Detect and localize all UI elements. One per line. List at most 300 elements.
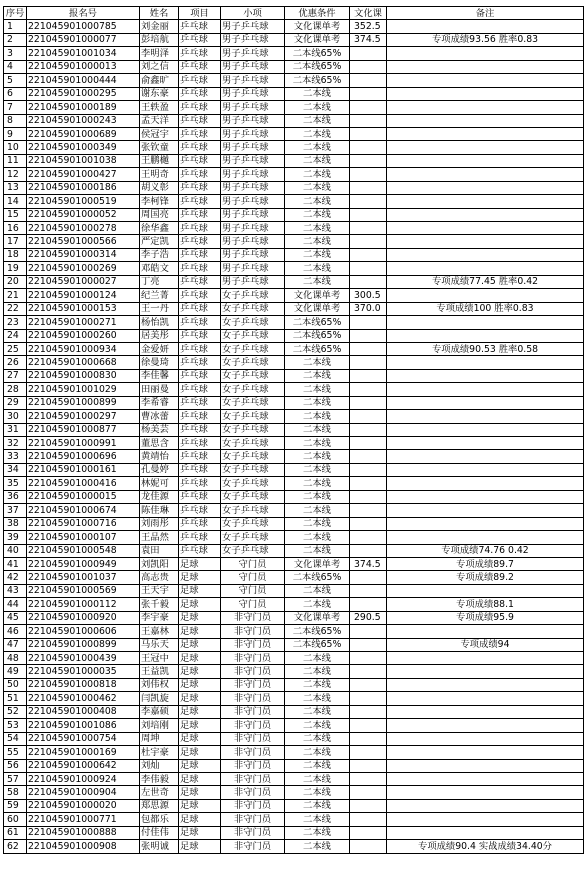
culture-score [350, 87, 387, 100]
culture-score [350, 114, 387, 127]
registration-number: 221045901000416 [27, 477, 140, 490]
row-number: 27 [4, 369, 27, 382]
remarks [387, 20, 584, 33]
preferential-condition: 文化课单考 [285, 302, 350, 315]
table-row [4, 437, 584, 450]
event: 男子乒乓球 [221, 168, 285, 181]
table-row [4, 813, 584, 826]
culture-score [350, 262, 387, 275]
preferential-condition: 二本线65% [285, 625, 350, 638]
event: 男子乒乓球 [221, 235, 285, 248]
preferential-condition: 二本线 [285, 705, 350, 718]
event: 守门员 [221, 571, 285, 584]
student-name: 李宇豪 [140, 611, 179, 624]
table-row [4, 329, 584, 342]
remarks: 专项成绩100 胜率0.83 [387, 302, 584, 315]
preferential-condition: 二本线 [285, 356, 350, 369]
culture-score: 290.5 [350, 611, 387, 624]
registration-number: 221045901000949 [27, 557, 140, 570]
student-name: 杨美芸 [140, 423, 179, 436]
event: 非守门员 [221, 786, 285, 799]
table-row [4, 463, 584, 476]
registration-number: 221045901000278 [27, 222, 140, 235]
student-name: 黄靖怡 [140, 450, 179, 463]
table-row [4, 557, 584, 570]
sport: 乒乓球 [179, 262, 221, 275]
event: 守门员 [221, 557, 285, 570]
event: 女子乒乓球 [221, 316, 285, 329]
remarks [387, 423, 584, 436]
student-name: 周坤 [140, 732, 179, 745]
remarks [387, 168, 584, 181]
table-row [4, 248, 584, 261]
row-number: 5 [4, 74, 27, 87]
sport: 乒乓球 [179, 316, 221, 329]
table-row [4, 342, 584, 355]
row-number: 2 [4, 33, 27, 46]
event: 女子乒乓球 [221, 396, 285, 409]
student-name: 刘之信 [140, 60, 179, 73]
table-row [4, 154, 584, 167]
row-number: 43 [4, 584, 27, 597]
sport: 乒乓球 [179, 127, 221, 140]
table-row [4, 571, 584, 584]
culture-score [350, 490, 387, 503]
registration-number: 221045901000314 [27, 248, 140, 261]
registration-number: 221045901000015 [27, 490, 140, 503]
sport: 乒乓球 [179, 329, 221, 342]
registration-number: 221045901000566 [27, 235, 140, 248]
remarks [387, 692, 584, 705]
remarks [387, 410, 584, 423]
sport: 乒乓球 [179, 383, 221, 396]
culture-score [350, 544, 387, 557]
event: 非守门员 [221, 625, 285, 638]
event: 女子乒乓球 [221, 517, 285, 530]
row-number: 18 [4, 248, 27, 261]
header-cell: 序号 [4, 7, 27, 20]
table-row [4, 611, 584, 624]
preferential-condition: 二本线 [285, 719, 350, 732]
event: 非守门员 [221, 611, 285, 624]
row-number: 21 [4, 289, 27, 302]
culture-score [350, 746, 387, 759]
event: 女子乒乓球 [221, 437, 285, 450]
culture-score [350, 437, 387, 450]
event: 非守门员 [221, 813, 285, 826]
table-row [4, 289, 584, 302]
preferential-condition: 二本线 [285, 262, 350, 275]
student-name: 金爱妍 [140, 342, 179, 355]
row-number: 59 [4, 799, 27, 812]
student-name: 纪兰菁 [140, 289, 179, 302]
culture-score [350, 450, 387, 463]
student-name: 徐曼琦 [140, 356, 179, 369]
preferential-condition: 二本线 [285, 665, 350, 678]
student-name: 居美彤 [140, 329, 179, 342]
sport: 乒乓球 [179, 463, 221, 476]
preferential-condition: 二本线65% [285, 342, 350, 355]
remarks [387, 772, 584, 785]
remarks [387, 222, 584, 235]
row-number: 9 [4, 127, 27, 140]
row-number: 60 [4, 813, 27, 826]
row-number: 47 [4, 638, 27, 651]
event: 非守门员 [221, 652, 285, 665]
sport: 乒乓球 [179, 275, 221, 288]
remarks [387, 74, 584, 87]
preferential-condition: 二本线65% [285, 329, 350, 342]
registration-number: 221045901000904 [27, 786, 140, 799]
student-name: 林妮可 [140, 477, 179, 490]
remarks [387, 208, 584, 221]
culture-score [350, 181, 387, 194]
culture-score [350, 786, 387, 799]
registration-number: 221045901000186 [27, 181, 140, 194]
student-name: 刘伟权 [140, 678, 179, 691]
registration-number: 221045901000771 [27, 813, 140, 826]
registration-number: 221045901000052 [27, 208, 140, 221]
header-cell: 文化课 [350, 7, 387, 20]
culture-score [350, 692, 387, 705]
registration-number: 221045901000408 [27, 705, 140, 718]
event: 非守门员 [221, 678, 285, 691]
remarks [387, 235, 584, 248]
remarks: 专项成绩90.53 胜率0.58 [387, 342, 584, 355]
event: 男子乒乓球 [221, 74, 285, 87]
table-row [4, 101, 584, 114]
sport: 乒乓球 [179, 208, 221, 221]
table-row [4, 638, 584, 651]
event: 非守门员 [221, 772, 285, 785]
culture-score [350, 235, 387, 248]
table-row [4, 181, 584, 194]
student-name: 王一丹 [140, 302, 179, 315]
student-name: 胡义彰 [140, 181, 179, 194]
table-row [4, 665, 584, 678]
registration-number: 221045901000877 [27, 423, 140, 436]
registration-number: 221045901000077 [27, 33, 140, 46]
culture-score [350, 638, 387, 651]
preferential-condition: 二本线 [285, 772, 350, 785]
event: 女子乒乓球 [221, 302, 285, 315]
registration-number: 221045901000668 [27, 356, 140, 369]
row-number: 54 [4, 732, 27, 745]
row-number: 14 [4, 195, 27, 208]
remarks [387, 396, 584, 409]
culture-score: 352.5 [350, 20, 387, 33]
culture-score [350, 772, 387, 785]
row-number: 26 [4, 356, 27, 369]
registration-number: 221045901001038 [27, 154, 140, 167]
row-number: 4 [4, 60, 27, 73]
registration-number: 221045901000674 [27, 504, 140, 517]
remarks [387, 517, 584, 530]
student-name: 孟天洋 [140, 114, 179, 127]
remarks [387, 60, 584, 73]
student-name: 李柯锋 [140, 195, 179, 208]
preferential-condition: 二本线 [285, 477, 350, 490]
remarks [387, 719, 584, 732]
student-name: 王益凯 [140, 665, 179, 678]
culture-score [350, 423, 387, 436]
table-row [4, 168, 584, 181]
table-row [4, 840, 584, 853]
preferential-condition: 二本线 [285, 678, 350, 691]
student-name: 王冠中 [140, 652, 179, 665]
preferential-condition: 二本线 [285, 275, 350, 288]
student-name: 刘灿 [140, 759, 179, 772]
culture-score [350, 598, 387, 611]
remarks [387, 477, 584, 490]
sport: 足球 [179, 799, 221, 812]
culture-score [350, 531, 387, 544]
culture-score [350, 47, 387, 60]
registration-number: 221045901000243 [27, 114, 140, 127]
remarks [387, 799, 584, 812]
sport: 足球 [179, 557, 221, 570]
student-name: 高志贵 [140, 571, 179, 584]
sport: 乒乓球 [179, 477, 221, 490]
sport: 足球 [179, 705, 221, 718]
preferential-condition: 二本线 [285, 463, 350, 476]
event: 男子乒乓球 [221, 208, 285, 221]
row-number: 49 [4, 665, 27, 678]
culture-score [350, 517, 387, 530]
table-row [4, 20, 584, 33]
row-number: 24 [4, 329, 27, 342]
table-row [4, 235, 584, 248]
registration-number: 221045901001037 [27, 571, 140, 584]
table-row [4, 732, 584, 745]
sport: 乒乓球 [179, 154, 221, 167]
preferential-condition: 文化课单考 [285, 611, 350, 624]
event: 女子乒乓球 [221, 289, 285, 302]
row-number: 23 [4, 316, 27, 329]
row-number: 16 [4, 222, 27, 235]
sport: 乒乓球 [179, 235, 221, 248]
event: 男子乒乓球 [221, 141, 285, 154]
sport: 乒乓球 [179, 101, 221, 114]
sport: 乒乓球 [179, 410, 221, 423]
remarks [387, 584, 584, 597]
registration-number: 221045901000297 [27, 410, 140, 423]
event: 女子乒乓球 [221, 410, 285, 423]
preferential-condition: 二本线65% [285, 638, 350, 651]
registration-number: 221045901000754 [27, 732, 140, 745]
row-number: 12 [4, 168, 27, 181]
event: 男子乒乓球 [221, 127, 285, 140]
sport: 足球 [179, 759, 221, 772]
culture-score [350, 275, 387, 288]
sport: 足球 [179, 786, 221, 799]
sport: 乒乓球 [179, 504, 221, 517]
sport: 乒乓球 [179, 141, 221, 154]
preferential-condition: 二本线 [285, 114, 350, 127]
preferential-condition: 二本线 [285, 248, 350, 261]
student-name: 刘凯阳 [140, 557, 179, 570]
event: 女子乒乓球 [221, 356, 285, 369]
row-number: 30 [4, 410, 27, 423]
remarks [387, 47, 584, 60]
registration-number: 221045901001029 [27, 383, 140, 396]
remarks: 专项成绩93.56 胜率0.83 [387, 33, 584, 46]
registration-number: 221045901000934 [27, 342, 140, 355]
sport: 乒乓球 [179, 450, 221, 463]
culture-score [350, 101, 387, 114]
culture-score [350, 813, 387, 826]
sport: 足球 [179, 772, 221, 785]
student-name: 王明奇 [140, 168, 179, 181]
culture-score [350, 625, 387, 638]
row-number: 38 [4, 517, 27, 530]
table-row [4, 504, 584, 517]
registration-number: 221045901000888 [27, 826, 140, 839]
remarks [387, 490, 584, 503]
row-number: 57 [4, 772, 27, 785]
event: 男子乒乓球 [221, 195, 285, 208]
table-row [4, 195, 584, 208]
culture-score [350, 463, 387, 476]
registration-number: 221045901000169 [27, 746, 140, 759]
preferential-condition: 二本线 [285, 222, 350, 235]
culture-score [350, 329, 387, 342]
sport: 乒乓球 [179, 60, 221, 73]
table-row [4, 141, 584, 154]
student-name: 俞鑫旷 [140, 74, 179, 87]
table-row [4, 114, 584, 127]
remarks [387, 262, 584, 275]
registration-number: 221045901000020 [27, 799, 140, 812]
row-number: 62 [4, 840, 27, 853]
preferential-condition: 二本线 [285, 383, 350, 396]
remarks [387, 759, 584, 772]
row-number: 37 [4, 504, 27, 517]
registration-number: 221045901000830 [27, 369, 140, 382]
event: 男子乒乓球 [221, 47, 285, 60]
culture-score [350, 705, 387, 718]
remarks: 专项成绩74.76 0.42 [387, 544, 584, 557]
table-row [4, 531, 584, 544]
preferential-condition: 二本线 [285, 410, 350, 423]
student-name: 陈佳琳 [140, 504, 179, 517]
culture-score [350, 584, 387, 597]
registration-number: 221045901000027 [27, 275, 140, 288]
event: 女子乒乓球 [221, 463, 285, 476]
registration-number: 221045901000696 [27, 450, 140, 463]
registration-number: 221045901000689 [27, 127, 140, 140]
sport: 足球 [179, 638, 221, 651]
registration-number: 221045901000908 [27, 840, 140, 853]
culture-score [350, 369, 387, 382]
student-name: 田丽曼 [140, 383, 179, 396]
culture-score [350, 383, 387, 396]
registration-number: 221045901000269 [27, 262, 140, 275]
event: 女子乒乓球 [221, 490, 285, 503]
table-row [4, 60, 584, 73]
row-number: 42 [4, 571, 27, 584]
culture-score: 370.0 [350, 302, 387, 315]
table-row [4, 759, 584, 772]
student-name: 徐华鑫 [140, 222, 179, 235]
table-row [4, 598, 584, 611]
table-row [4, 222, 584, 235]
row-number: 13 [4, 181, 27, 194]
registration-number: 221045901000271 [27, 316, 140, 329]
student-name: 曹冰蕾 [140, 410, 179, 423]
student-name: 闫凯旋 [140, 692, 179, 705]
event: 男子乒乓球 [221, 20, 285, 33]
registration-number: 221045901000189 [27, 101, 140, 114]
table-row [4, 584, 584, 597]
preferential-condition: 二本线 [285, 652, 350, 665]
remarks [387, 463, 584, 476]
remarks [387, 678, 584, 691]
event: 男子乒乓球 [221, 33, 285, 46]
sport: 乒乓球 [179, 356, 221, 369]
preferential-condition: 二本线 [285, 208, 350, 221]
registration-number: 221045901001034 [27, 47, 140, 60]
sport: 足球 [179, 598, 221, 611]
culture-score [350, 571, 387, 584]
preferential-condition: 二本线 [285, 87, 350, 100]
culture-score [350, 665, 387, 678]
preferential-condition: 二本线 [285, 181, 350, 194]
table-row [4, 396, 584, 409]
row-number: 22 [4, 302, 27, 315]
row-number: 25 [4, 342, 27, 355]
student-name: 董思含 [140, 437, 179, 450]
preferential-condition: 二本线 [285, 799, 350, 812]
row-number: 10 [4, 141, 27, 154]
event: 女子乒乓球 [221, 423, 285, 436]
table-row [4, 316, 584, 329]
table-row [4, 47, 584, 60]
registration-number: 221045901000260 [27, 329, 140, 342]
sport: 乒乓球 [179, 248, 221, 261]
culture-score: 300.5 [350, 289, 387, 302]
sport: 乒乓球 [179, 87, 221, 100]
registration-number: 221045901001086 [27, 719, 140, 732]
registration-number: 221045901000462 [27, 692, 140, 705]
header-cell: 报名号 [27, 7, 140, 20]
row-number: 52 [4, 705, 27, 718]
sport: 乒乓球 [179, 531, 221, 544]
preferential-condition: 二本线 [285, 840, 350, 853]
table-row [4, 719, 584, 732]
culture-score [350, 678, 387, 691]
table-row [4, 625, 584, 638]
row-number: 29 [4, 396, 27, 409]
student-name: 袁田 [140, 544, 179, 557]
student-name: 彭培航 [140, 33, 179, 46]
table-row [4, 410, 584, 423]
sport: 乒乓球 [179, 302, 221, 315]
student-name: 刘培刚 [140, 719, 179, 732]
sport: 乒乓球 [179, 20, 221, 33]
remarks: 专项成绩95.9 [387, 611, 584, 624]
table-row [4, 369, 584, 382]
row-number: 15 [4, 208, 27, 221]
preferential-condition: 二本线 [285, 517, 350, 530]
row-number: 28 [4, 383, 27, 396]
table-row [4, 127, 584, 140]
registration-number: 221045901000785 [27, 20, 140, 33]
row-number: 36 [4, 490, 27, 503]
student-name: 包都乐 [140, 813, 179, 826]
remarks [387, 652, 584, 665]
registration-number: 221045901000161 [27, 463, 140, 476]
